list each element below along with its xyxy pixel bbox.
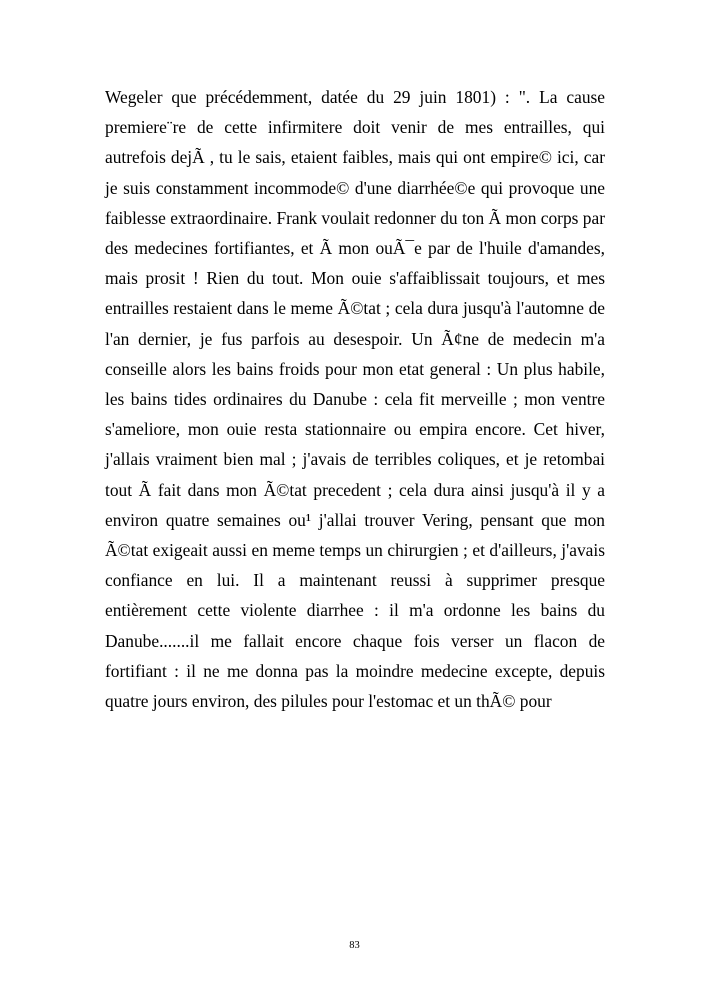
- body-paragraph: Wegeler que précédemment, datée du 29 juin 1801) : ". La cause premiere¨re de cette infirmitere doit venir de mes entrailles, qui autrefois dejÃ , tu le sais, etaient faibles, mais qui ont empire© ici, car je suis constamment incommode© d'une diarrhée©e qui provoque une faiblesse extraordinaire. Frank voulait redonner du ton Ã mon corps par des medecines fortifiantes, et Ã mon ouÃ¯e par de l'huile d'amandes, mais prosit ! Rien du tout. Mon ouie s'affaiblissait toujours, et mes entrailles restaient dans le meme Ã©tat ; cela dura jusqu'à l'automne de l'an dernier, je fus parfois au desespoir. Un Ã¢ne de medecin m'a conseille alors les bains froids pour mon etat general : Un plus habile, les bains tides ordinaires du Danube : cela fit merveille ; mon ventre s'ameliore, mon ouie resta stationnaire ou empira encore. Cet hiver, j'allais vraiment bien mal ; j'avais de terribles coliques, et je retombai tout Ã fait dans mon Ã©tat precedent ; cela dura ainsi jusqu'à il y a environ quatre semaines ou¹ j'allai trouver Vering, pensant que mon Ã©tat exigeait aussi en meme temps un chirurgien ; et d'ailleurs, j'avais confiance en lui. Il a maintenant reussi à supprimer presque entièrement cette violente diarrhee : il m'a ordonne les bains du Danube.......il me fallait encore chaque fois verser un flacon de fortifiant : il ne me donna pas la moindre medecine excepte, depuis quatre jours environ, des pilules pour l'estomac et un thÃ© pour: [105, 87, 605, 712]
- page-body-text: [105, 82, 605, 716]
- page-number: 83: [349, 940, 360, 951]
